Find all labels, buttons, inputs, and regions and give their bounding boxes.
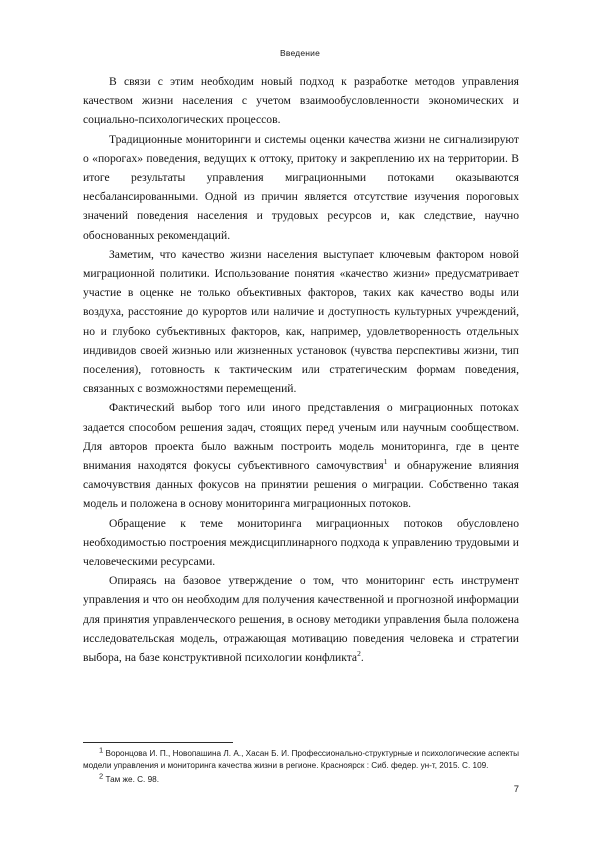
footnote-1-marker: 1 [99, 745, 104, 755]
footnote-marker-1[interactable]: 1 [383, 457, 388, 467]
page-number: 7 [513, 784, 519, 795]
footnote-2-text: Там же. С. 98. [105, 774, 159, 784]
paragraph-1: В связи с этим необходим новый подход к разработке методов управления качеством жизни населения с учетом взаимообусловленности экономических и социально-психологических процессов. [83, 75, 519, 127]
footnote-marker-2[interactable]: 2 [357, 649, 361, 659]
paragraph-6-text-b: . [360, 651, 364, 665]
paragraph-3: Заметим, что качество жизни населения выступает ключевым фактором новой миграционной политики. Использование понятия «качество жизни» предусматривает участие в оценке не только объективных факторов, таких как качество воды или воздуха, расстояние до курортов или наличие и доступность культурных учреждений, но и глубоко субъективных факторов, как, например, удовлетворенность отдельных индивидов своей жизнью или жизненных установок (чувства перспективы жизни, тип поселения), готовность к тактическим или стратегическим формам поведения, связанных с возможностями перемещений. [83, 247, 519, 396]
paragraph-4-text-a: Фактический выбор того или иного представления о миграционных потоках задается способом решения задач, стоящих перед ученым или научным сообществом. Для авторов проекта было важным построить модель мониторинга, где в центе внимания находятся фокусы субъективного самочувствия [83, 401, 519, 473]
paragraph-4-text-b: и обнаружение влияния самочувствия данных фокусов на принятии решения о миграции. Собственно такая модель и положена в основу мониторинга миграционных потоков. [83, 459, 519, 511]
footnote-2 [83, 771, 519, 786]
page-body [83, 72, 519, 667]
paragraph-6-text-a: Опираясь на базовое утверждение о том, что мониторинг есть инструмент управления и что он необходим для получения качественной и прогнозной информации для принятия управленческого решения, в основу методики управления была положена исследовательская модель, отражающая мотивацию поведения человека и стратегии выбора, на базе конструктивной психологии конфликта [83, 574, 519, 665]
paragraph-2: Традиционные мониторинги и системы оценки качества жизни не сигнализируют о «порогах» поведения, ведущих к оттоку, притоку и закреплению их на территории. В итоге результаты управления миграционными потоками оказываются несбалансированными. Одной из причин является отсутствие изучения пороговых значений поведения населения и трудовых ресурсов и, как следствие, научно обоснованных рекомендаций. [83, 132, 519, 242]
paragraph-5: Обращение к теме мониторинга миграционных потоков обусловлено необходимостью построения междисциплинарного подхода к управлению трудовыми и человеческими ресурсами. [83, 516, 519, 569]
paragraph-6 [83, 571, 519, 667]
footnote-area [83, 742, 519, 786]
footnote-1-text: Воронцова И. П., Новопашина Л. А., Хасан Б. И. Профессионально-структурные и психологические аспекты модели управления и мониторинга качества жизни в регионе. Красноярск : Сиб. федер. ун-т, 2015. С. 109. [83, 749, 519, 771]
footnote-1 [83, 745, 519, 773]
paragraph-4 [83, 398, 519, 513]
footnote-2-marker: 2 [99, 771, 104, 781]
running-head: Введение [279, 48, 321, 58]
footnote-separator-rule [83, 742, 233, 743]
